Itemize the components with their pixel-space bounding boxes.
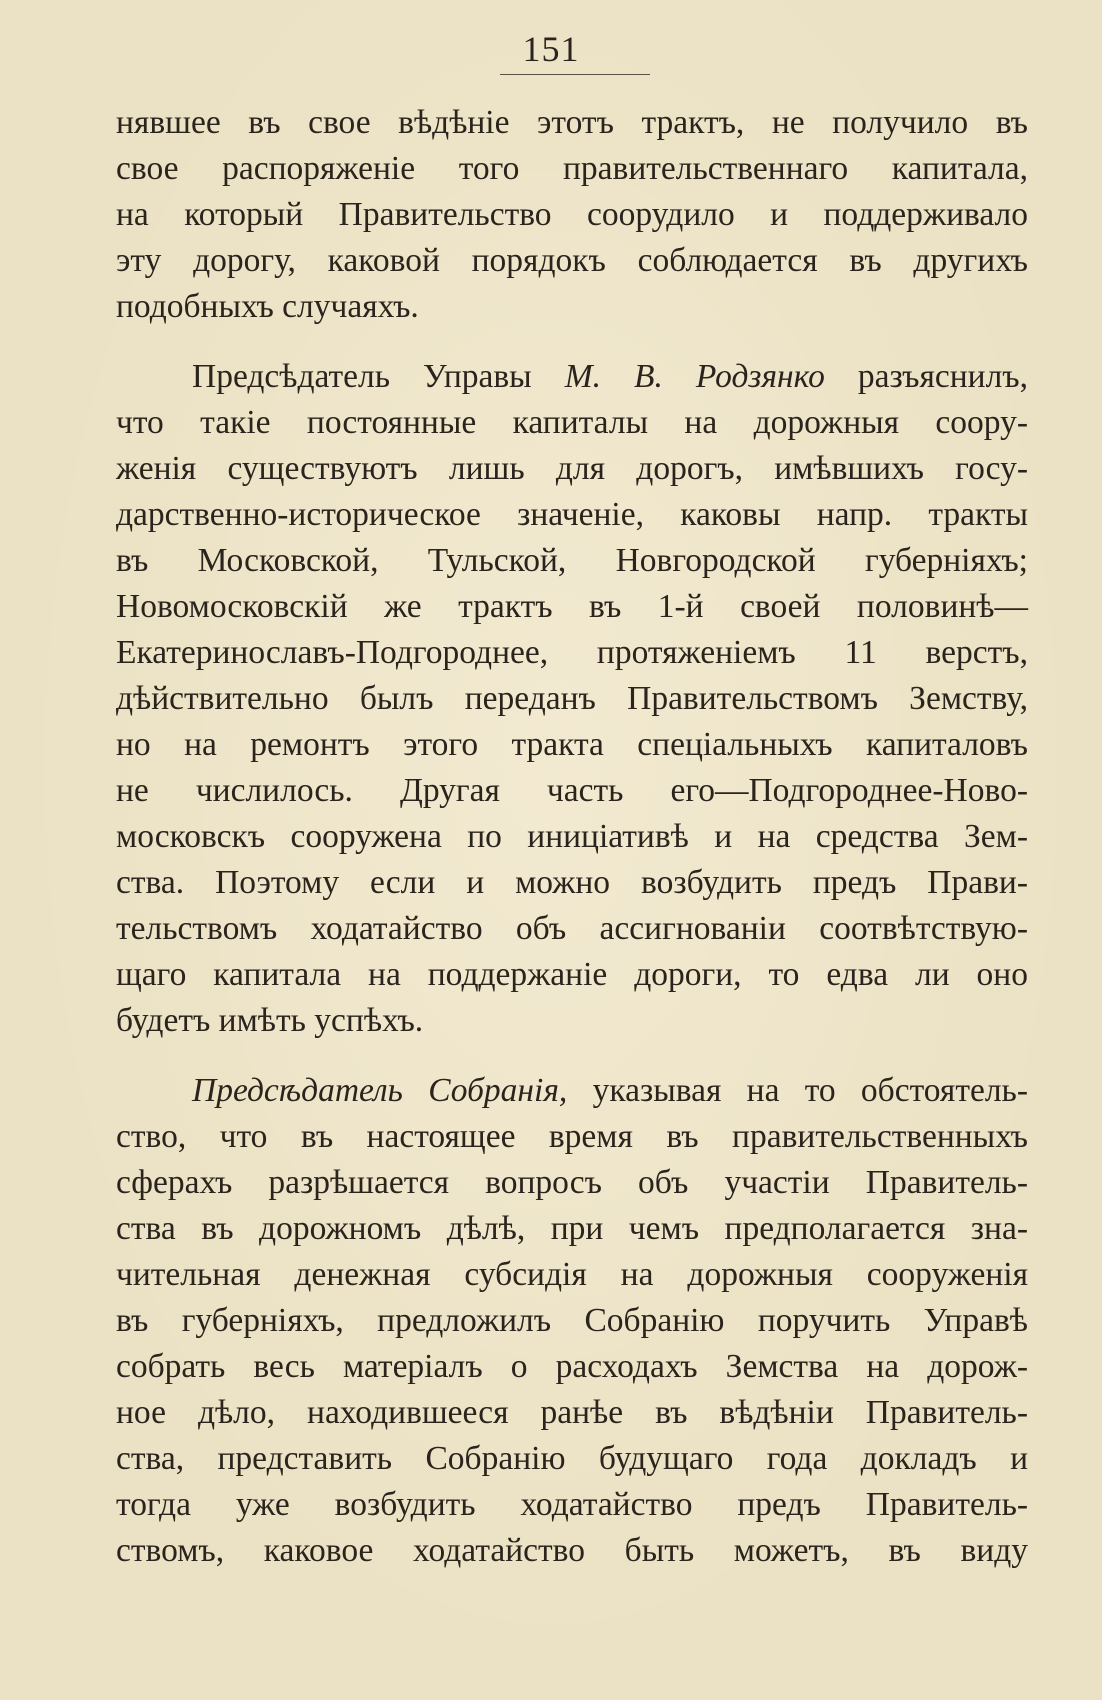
text-line: тельствомъ ходатайство объ ассигнованіи соотвѣтствую- — [116, 910, 1028, 947]
text-line: не числилось. Другая часть его—Подгороднее-Ново- — [116, 772, 1028, 809]
text-line: что такіе постоянные капиталы на дорожныя соору- — [116, 404, 1028, 441]
speaker-name: М. В. Родзянко — [564, 358, 825, 395]
text-line: Екатеринославъ-Подгороднее, протяженіемъ 11 верстъ, — [116, 634, 1028, 671]
text-line: дарственно-историческое значеніе, каковы напр. тракты — [116, 496, 1028, 533]
paragraph-1 — [116, 100, 1028, 330]
text-line: въ Московской, Тульской, Новгородской губерніяхъ; — [116, 542, 1028, 579]
text-line: сферахъ разрѣшается вопросъ объ участіи Правитель- — [116, 1164, 1028, 1201]
text-line: но на ремонтъ этого тракта спеціальныхъ капиталовъ — [116, 726, 1028, 763]
text-line: свое распоряженіе того правительственнаго капитала, — [116, 150, 1028, 187]
text-run: указывая на то обстоятель- — [567, 1072, 1028, 1109]
body-text — [116, 100, 1028, 1574]
text-line: ства въ дорожномъ дѣлѣ, при чемъ предполагается зна- — [116, 1210, 1028, 1247]
text-line: щаго капитала на поддержаніе дороги, то едва ли оно — [116, 956, 1028, 993]
text-line — [116, 1068, 1028, 1114]
text-line: дѣйствительно былъ переданъ Правительствомъ Земству, — [116, 680, 1028, 717]
text-line: московскъ сооружена по иниціативѣ и на средства Зем- — [116, 818, 1028, 855]
text-line: подобныхъ случаяхъ. — [116, 288, 419, 325]
text-line: на который Правительство соорудило и поддерживало — [116, 196, 1028, 233]
text-line: ства. Поэтому если и можно возбудить предъ Прави- — [116, 864, 1028, 901]
speaker-name: Предсѣдатель Собранія, — [192, 1072, 568, 1109]
text-line: въ губерніяхъ, предложилъ Собранію поручить Управѣ — [116, 1302, 1028, 1339]
text-line: чительная денежная субсидія на дорожныя сооруженія — [116, 1256, 1028, 1293]
text-line: ствомъ, каковое ходатайство быть можетъ, въ виду — [116, 1532, 1028, 1569]
text-line: ства, представить Собранію будущаго года докладъ и — [116, 1440, 1028, 1477]
text-line: тогда уже возбудить ходатайство предъ Правитель- — [116, 1486, 1028, 1523]
text-line: женія существуютъ лишь для дорогъ, имѣвшихъ госу- — [116, 450, 1028, 487]
text-line: ство, что въ настоящее время въ правительственныхъ — [116, 1118, 1028, 1155]
text-line: Новомосковскій же трактъ въ 1-й своей половинѣ— — [116, 588, 1028, 625]
text-line — [116, 354, 1028, 400]
text-run: разъяснилъ, — [824, 358, 1029, 395]
page-number: 151 — [522, 29, 580, 69]
text-run: Предсѣдатель Управы — [192, 358, 565, 395]
paragraph-2 — [116, 354, 1028, 1044]
text-line: ное дѣло, находившееся ранѣе въ вѣдѣніи Правитель- — [116, 1394, 1028, 1431]
text-line: собрать весь матеріалъ о расходахъ Земства на дорож- — [116, 1348, 1028, 1385]
text-line: эту дорогу, каковой порядокъ соблюдается въ другихъ — [116, 242, 1028, 279]
paragraph-3 — [116, 1068, 1028, 1574]
text-line: будетъ имѣть успѣхъ. — [116, 1002, 424, 1039]
text-line: нявшее въ свое вѣдѣніе этотъ трактъ, не получило въ — [116, 104, 1028, 141]
header-rule — [500, 74, 650, 75]
